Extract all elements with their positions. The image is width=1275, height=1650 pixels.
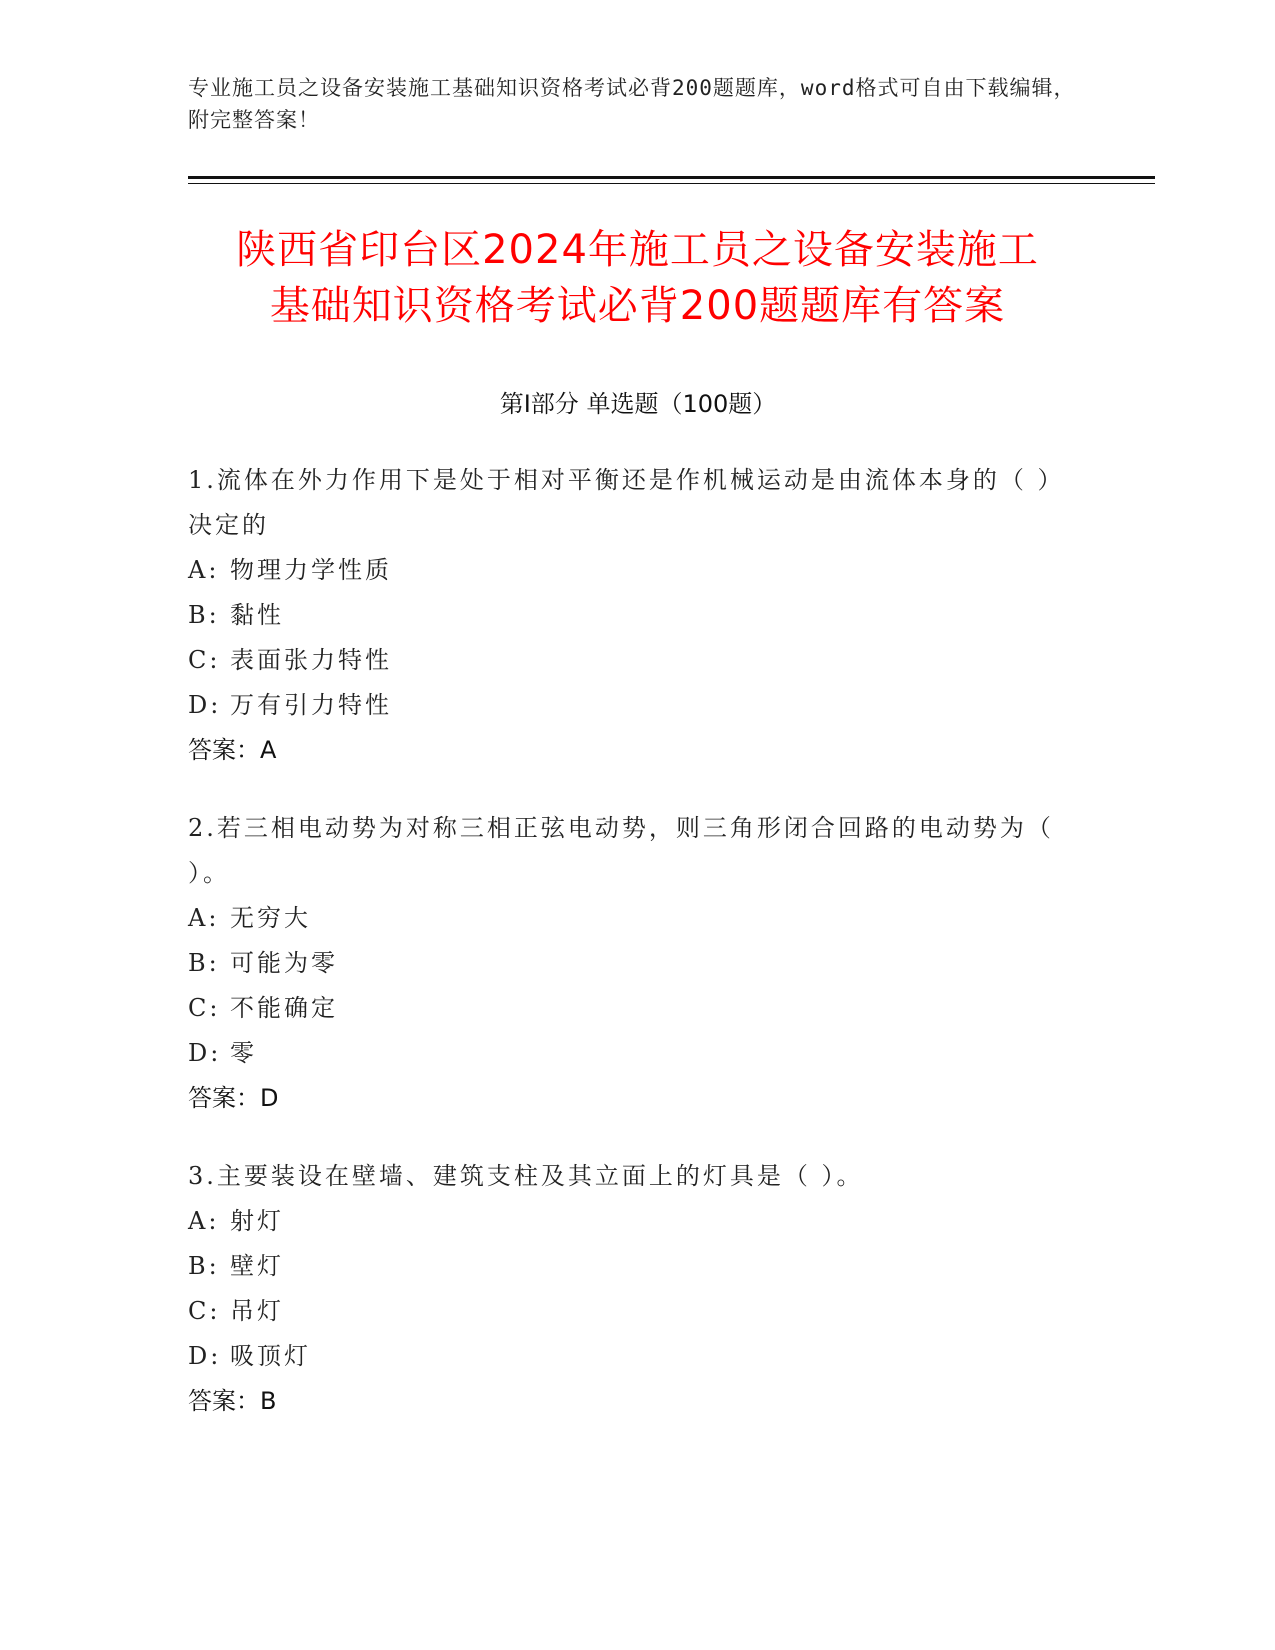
- option-c: [188, 638, 1068, 683]
- option-c: [188, 1289, 1068, 1334]
- option-key: A:: [188, 904, 220, 932]
- option-a: [188, 548, 1068, 593]
- question-stem: 2.若三相电动势为对称三相正弦电动势，则三角形闭合回路的电动势为（ ）。: [188, 814, 1054, 887]
- option-d: [188, 683, 1068, 728]
- option-key: C:: [188, 994, 221, 1022]
- option-key: C:: [188, 646, 221, 674]
- option-text: 物理力学性质: [230, 556, 392, 584]
- question-1: [188, 458, 1068, 773]
- option-key: A:: [188, 1207, 220, 1235]
- option-text: 不能确定: [230, 994, 338, 1022]
- option-text: 万有引力特性: [230, 691, 392, 719]
- answer-text: 答案：A: [188, 736, 277, 764]
- option-key: B:: [188, 601, 220, 629]
- option-text: 射灯: [230, 1207, 284, 1235]
- document-title: [160, 222, 1115, 334]
- option-text: 表面张力特性: [230, 646, 392, 674]
- option-a: [188, 896, 1068, 941]
- answer-text: 答案：D: [188, 1084, 279, 1112]
- question-stem: 1.流体在外力作用下是处于相对平衡还是作机械运动是由流体本身的（ ）决定的: [188, 466, 1065, 539]
- option-key: B:: [188, 949, 220, 977]
- header-divider-thick: [188, 176, 1155, 179]
- option-b: [188, 941, 1068, 986]
- option-text: 壁灯: [230, 1252, 284, 1280]
- option-d: [188, 1334, 1068, 1379]
- option-text: 无穷大: [230, 904, 311, 932]
- option-key: D:: [188, 1342, 222, 1370]
- section-title: 第Ⅰ部分 单选题（100题）: [499, 390, 777, 418]
- option-key: B:: [188, 1252, 220, 1280]
- option-b: [188, 593, 1068, 638]
- option-c: [188, 986, 1068, 1031]
- question-3: [188, 1154, 1068, 1424]
- option-text: 吊灯: [230, 1297, 284, 1325]
- option-b: [188, 1244, 1068, 1289]
- option-text: 可能为零: [230, 949, 338, 977]
- option-text: 吸顶灯: [230, 1342, 311, 1370]
- document-title-line-2: 基础知识资格考试必背200题题库有答案: [269, 283, 1006, 329]
- option-a: [188, 1199, 1068, 1244]
- header-divider-thin: [188, 183, 1155, 184]
- option-key: D:: [188, 1039, 222, 1067]
- question-stem: 3.主要装设在壁墙、建筑支柱及其立面上的灯具是（ ）。: [188, 1162, 864, 1190]
- question-2: [188, 806, 1068, 1121]
- answer-text: 答案：B: [188, 1387, 277, 1415]
- option-key: A:: [188, 556, 220, 584]
- option-d: [188, 1031, 1068, 1076]
- option-text: 零: [230, 1039, 257, 1067]
- document-title-line-1: 陕西省印台区2024年施工员之设备安装施工: [236, 227, 1039, 273]
- option-text: 黏性: [230, 601, 284, 629]
- header-note: 专业施工员之设备安装施工基础知识资格考试必背200题题库，word格式可自由下载编辑，附完整答案！: [188, 76, 1076, 132]
- option-key: C:: [188, 1297, 221, 1325]
- option-key: D:: [188, 691, 222, 719]
